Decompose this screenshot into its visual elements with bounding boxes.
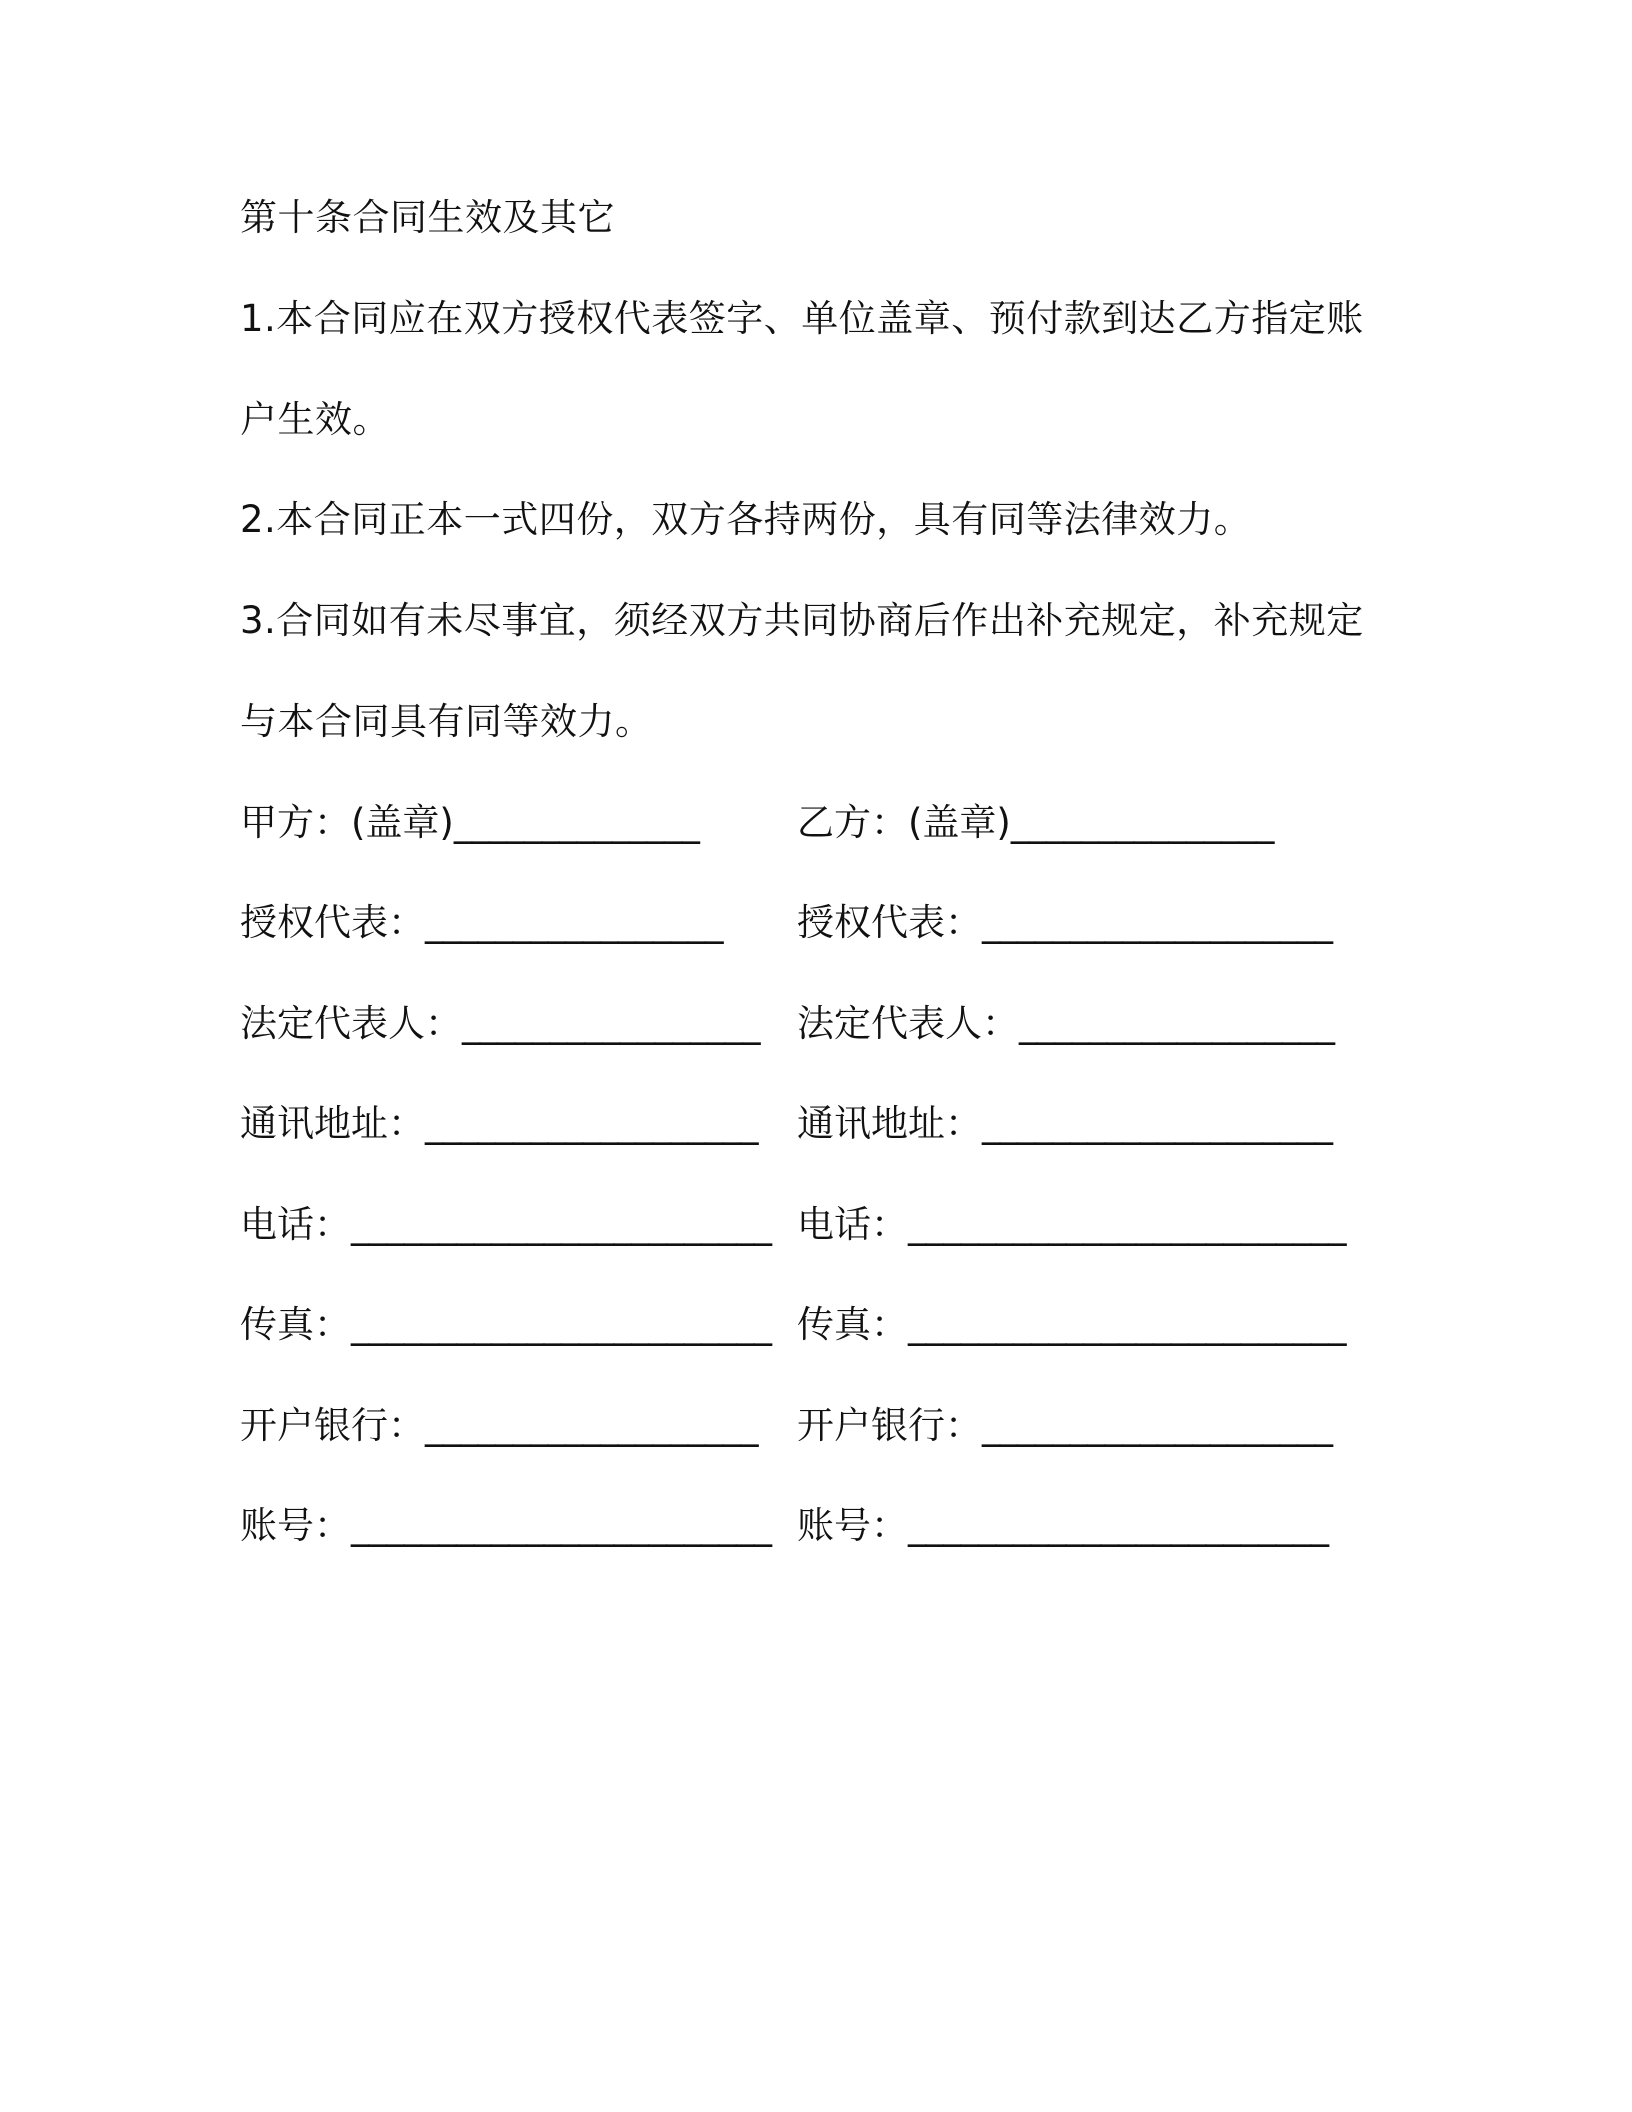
party-a-account-field	[240, 1501, 771, 1551]
party-a-address-label: 通讯地址：	[240, 1102, 425, 1145]
party-a-authorized-rep-label: 授权代表：	[240, 901, 425, 944]
party-a-legal-rep-blank: _________________	[462, 1002, 760, 1045]
clause-1-line-1: 1.本合同应在双方授权代表签字、单位盖章、预付款到达乙方指定账	[240, 297, 1364, 340]
signature-row-address	[240, 1099, 1360, 1149]
party-b-authorized-rep-label: 授权代表：	[797, 901, 982, 944]
party-b-authorized-rep-blank: ____________________	[982, 901, 1332, 944]
party-b-seal-blank: _______________	[1010, 801, 1274, 844]
party-a-fax-field	[240, 1300, 771, 1350]
party-b-account-label: 账号：	[797, 1504, 908, 1547]
party-a-bank-blank: ___________________	[425, 1404, 758, 1447]
signature-row-authorized-rep	[240, 898, 1360, 948]
party-b-seal-field	[797, 798, 1273, 848]
party-a-seal-blank: ______________	[453, 801, 699, 844]
party-b-fax-blank: _________________________	[908, 1303, 1346, 1346]
party-b-account-field	[797, 1501, 1328, 1551]
signature-row-seal	[240, 798, 1360, 848]
party-a-address-field	[240, 1099, 758, 1149]
party-a-legal-rep-label: 法定代表人：	[240, 1002, 462, 1045]
party-a-account-blank: ________________________	[351, 1504, 771, 1547]
party-b-fax-label: 传真：	[797, 1303, 908, 1346]
party-a-account-label: 账号：	[240, 1504, 351, 1547]
clause-3-line-1: 3.合同如有未尽事宜，须经双方共同协商后作出补充规定，补充规定	[240, 599, 1364, 642]
signature-row-legal-rep	[240, 999, 1360, 1049]
party-b-phone-label: 电话：	[797, 1203, 908, 1246]
section-title: 第十条合同生效及其它	[240, 196, 615, 239]
party-a-legal-rep-field	[240, 999, 760, 1049]
clause-3-line-2: 与本合同具有同等效力。	[240, 700, 653, 743]
party-a-fax-blank: ________________________	[351, 1303, 771, 1346]
party-b-phone-field	[797, 1200, 1346, 1250]
party-b-legal-rep-label: 法定代表人：	[797, 1002, 1019, 1045]
signature-row-fax	[240, 1300, 1360, 1350]
party-b-account-blank: ________________________	[908, 1504, 1328, 1547]
party-b-legal-rep-field	[797, 999, 1334, 1049]
party-b-bank-field	[797, 1401, 1332, 1451]
party-b-phone-blank: _________________________	[908, 1203, 1346, 1246]
party-b-seal-label: 乙方：(盖章)	[797, 801, 1011, 844]
party-b-fax-field	[797, 1300, 1346, 1350]
party-b-bank-label: 开户银行：	[797, 1404, 982, 1447]
party-b-legal-rep-blank: __________________	[1019, 1002, 1334, 1045]
party-a-seal-field	[240, 798, 699, 848]
party-b-address-label: 通讯地址：	[797, 1102, 982, 1145]
signature-row-phone	[240, 1200, 1360, 1250]
party-a-phone-blank: ________________________	[351, 1203, 771, 1246]
clause-2: 2.本合同正本一式四份，双方各持两份，具有同等法律效力。	[240, 498, 1252, 541]
party-a-phone-field	[240, 1200, 771, 1250]
party-b-authorized-rep-field	[797, 898, 1332, 948]
signature-row-bank	[240, 1401, 1360, 1451]
party-a-bank-field	[240, 1401, 758, 1451]
party-b-address-blank: ____________________	[982, 1102, 1332, 1145]
party-a-authorized-rep-field	[240, 898, 723, 948]
clause-1-line-2: 户生效。	[240, 398, 390, 441]
party-a-address-blank: ___________________	[425, 1102, 758, 1145]
party-b-address-field	[797, 1099, 1332, 1149]
party-a-bank-label: 开户银行：	[240, 1404, 425, 1447]
party-a-phone-label: 电话：	[240, 1203, 351, 1246]
party-a-seal-label: 甲方：(盖章)	[240, 801, 454, 844]
party-a-authorized-rep-blank: _________________	[425, 901, 723, 944]
signature-row-account	[240, 1501, 1360, 1551]
party-a-fax-label: 传真：	[240, 1303, 351, 1346]
party-b-bank-blank: ____________________	[982, 1404, 1332, 1447]
